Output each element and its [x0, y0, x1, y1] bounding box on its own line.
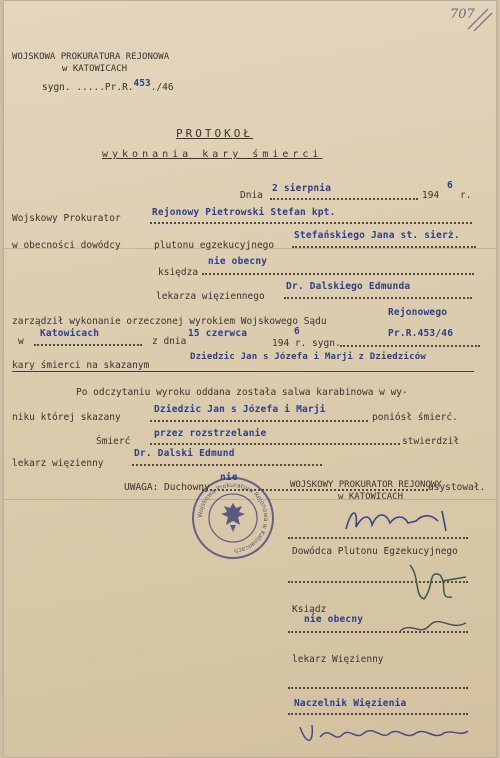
- dotted-line: [150, 222, 472, 224]
- method-value: przez rozstrzelanie: [154, 428, 267, 439]
- reading-text: Po odczytaniu wyroku oddana została salwa karabinowa w wy-: [76, 387, 408, 398]
- case-value: Pr.R.453/46: [388, 328, 454, 339]
- dotted-line: [284, 297, 472, 299]
- warden-label: Naczelnik Więzienia: [294, 698, 407, 709]
- eagle-emblem-icon: [221, 503, 245, 532]
- dotted-line: [288, 687, 468, 689]
- died-label: poniósł śmierć.: [372, 412, 458, 423]
- dotted-line: [34, 344, 142, 346]
- result-value: Dziedzic Jan s Józefa i Marji: [154, 404, 326, 415]
- prosecutor-value: Rejonowy Pietrowski Stefan kpt.: [152, 207, 336, 218]
- z-dnia-label: z dnia: [152, 336, 187, 347]
- result-label: niku której skazany: [12, 412, 121, 423]
- doctor-label: lekarza więziennego: [156, 291, 265, 302]
- commander-value: Stefańskiego Jana st. sierż.: [294, 230, 460, 241]
- note-value: nie: [220, 472, 238, 483]
- file-number-label: sygn. .....Pr.R.453./46: [42, 78, 174, 93]
- date-prefix: Dnia: [240, 190, 263, 201]
- year-label: 194 r. sygn.: [272, 338, 341, 349]
- court-value: Rejonowego: [388, 307, 448, 318]
- prison-doctor-value: Dr. Dalski Edmund: [134, 448, 235, 459]
- date-dotted-line: [270, 198, 418, 200]
- sentenced-label: kary śmierci na skazanym: [12, 360, 150, 371]
- w-label: w: [18, 336, 24, 347]
- prosecutor-label: Wojskowy Prokurator: [12, 213, 121, 224]
- warden-signature: [294, 715, 474, 751]
- office-name: WOJSKOWA PROKURATURA REJONOWA: [12, 52, 170, 62]
- date-value: 2 sierpnia: [272, 183, 332, 194]
- date-suffix: r.: [460, 190, 472, 201]
- doctor-signature-label: lekarz Więzienny: [292, 654, 384, 665]
- platoon-commander-label: Dowódca Plutonu Egzekucyjnego: [292, 546, 458, 557]
- sentenced-value: Dziedzic Jan s Józefa i Marji z Dziedziców: [190, 352, 426, 362]
- priest-value: nie obecny: [208, 256, 268, 267]
- dotted-line: [202, 273, 474, 275]
- dotted-line: [150, 420, 368, 422]
- doctor-value: Dr. Dalskiego Edmunda: [286, 281, 411, 292]
- verdict-date-value: 15 czerwca: [188, 328, 248, 339]
- assisted-label: asystował.: [428, 482, 486, 493]
- city-value: Katowicach: [40, 328, 100, 339]
- dotted-line: [132, 464, 322, 466]
- priest-line-signature: [396, 601, 476, 647]
- priest-signature-value: nie obecny: [304, 614, 364, 625]
- office-city: w KATOWICACH: [62, 64, 128, 74]
- year-prefix: 194: [422, 190, 440, 201]
- file-number: 453: [133, 78, 151, 89]
- separator-line: [12, 371, 474, 372]
- presence-label: w obecności dowódcy: [12, 240, 121, 251]
- confirmed-label: stwierdził: [402, 436, 460, 447]
- official-round-stamp: [190, 472, 276, 561]
- year-digit: 6: [447, 180, 453, 191]
- document-title: PROTOKOŁ: [176, 127, 253, 140]
- prison-doctor-label: lekarz więzienny: [12, 458, 104, 469]
- prosecutor-title: WOJSKOWY PROKURATOR REJONOWY: [290, 480, 442, 490]
- dotted-line: [340, 345, 480, 347]
- dotted-line: [288, 537, 468, 539]
- stamp-ring-text: Wojskowa Prokuratura Rejonowa w Katowicach: [196, 481, 270, 555]
- dotted-line: [150, 443, 400, 445]
- pencil-mark: [464, 5, 494, 35]
- priest-signature-label: Ksiądz: [292, 604, 327, 615]
- note-label: UWAGA: Duchowny: [124, 482, 210, 493]
- ordered-label: zarządził wykonanie orzeczonej wyrokiem Wojskowego Sądu: [12, 316, 327, 327]
- pencil-note: 707: [450, 7, 475, 22]
- priest-label: księdza: [158, 267, 199, 278]
- dotted-line: [292, 246, 476, 248]
- death-label: Śmierć: [96, 436, 131, 447]
- prosecutor-signature: [334, 501, 464, 541]
- prosecutor-city: w KATOWICACH: [338, 492, 404, 502]
- platoon-label: plutonu egzekucyjnego: [154, 240, 275, 251]
- document-page: [4, 1, 496, 757]
- verdict-year-digit: 6: [294, 326, 300, 337]
- document-subtitle: wykonania kary śmierci: [102, 149, 323, 160]
